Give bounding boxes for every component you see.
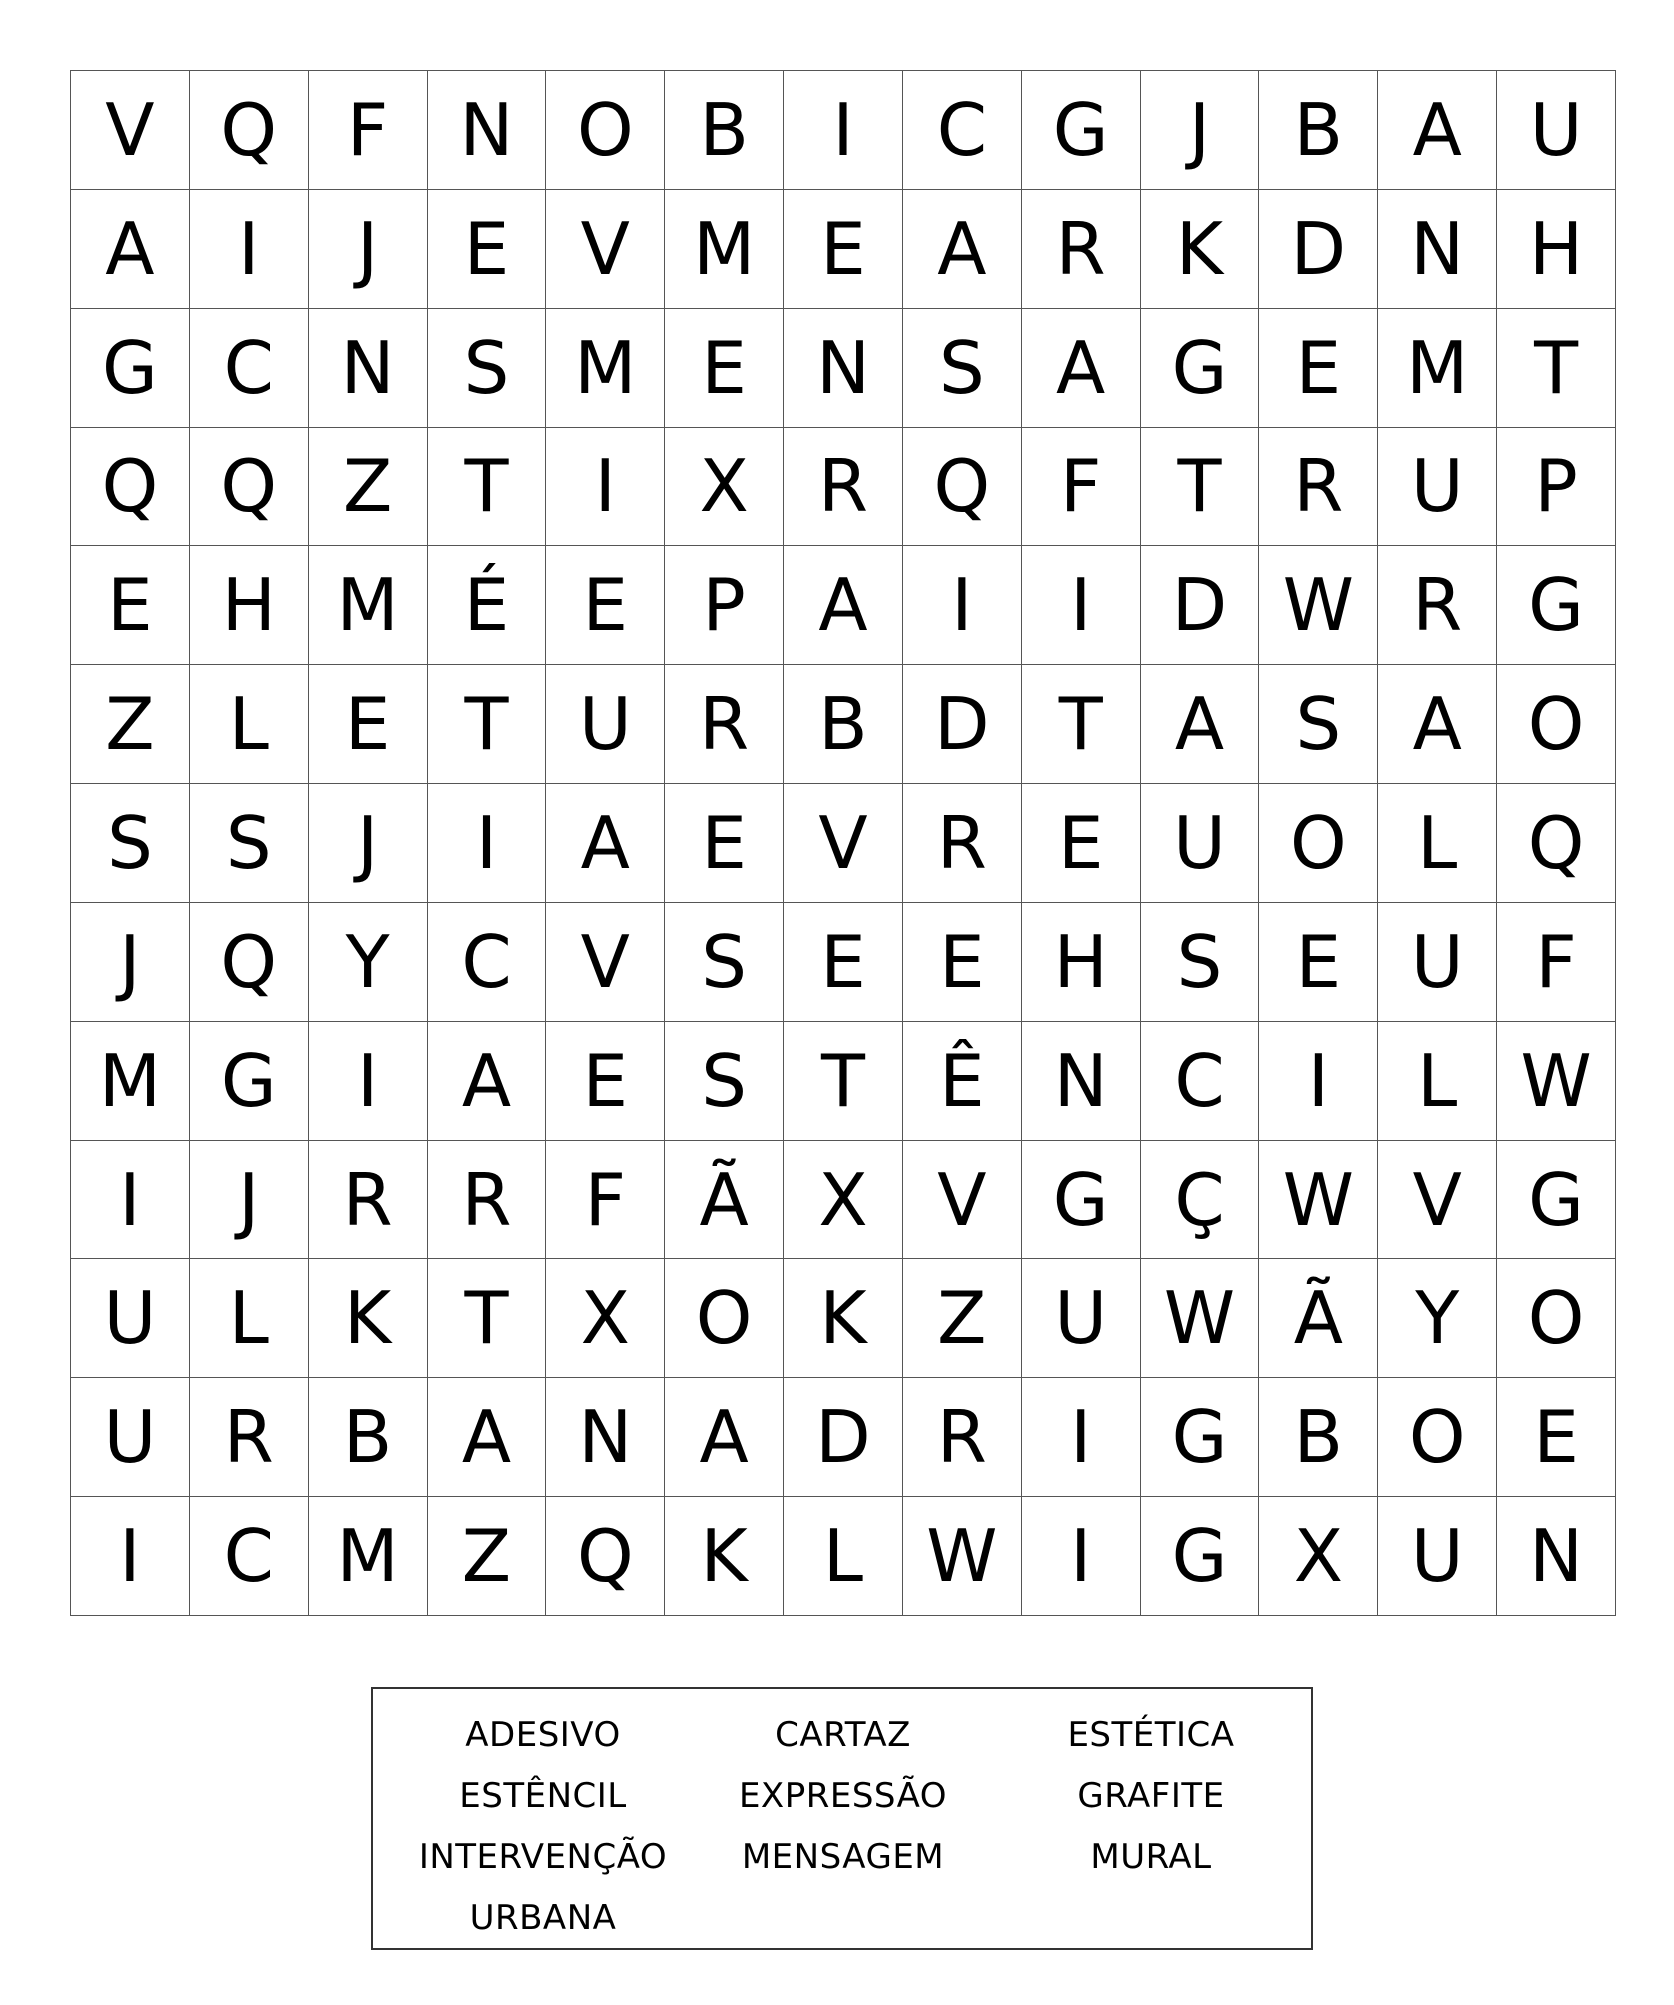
grid-cell[interactable]: Q: [546, 1497, 665, 1616]
grid-cell[interactable]: W: [1259, 1141, 1378, 1260]
word-item: EXPRESSÃO: [738, 1776, 948, 1816]
grid-cell[interactable]: Y: [309, 903, 428, 1022]
grid-cell[interactable]: A: [1378, 71, 1497, 190]
grid-cell[interactable]: E: [71, 546, 190, 665]
grid-cell[interactable]: G: [1141, 309, 1260, 428]
grid-cell[interactable]: G: [71, 309, 190, 428]
grid-cell[interactable]: R: [190, 1378, 309, 1497]
grid-cell[interactable]: E: [1259, 309, 1378, 428]
grid-cell[interactable]: D: [784, 1378, 903, 1497]
grid-cell[interactable]: G: [1497, 546, 1616, 665]
grid-cell[interactable]: F: [1497, 903, 1616, 1022]
grid-cell[interactable]: A: [1022, 309, 1141, 428]
grid-cell[interactable]: C: [1141, 1022, 1260, 1141]
grid-cell[interactable]: N: [428, 71, 547, 190]
grid-cell[interactable]: O: [1497, 665, 1616, 784]
word-list-column-3: [1001, 1705, 1301, 1888]
grid-cell[interactable]: G: [190, 1022, 309, 1141]
grid-cell[interactable]: N: [1022, 1022, 1141, 1141]
grid-cell[interactable]: R: [1378, 546, 1497, 665]
grid-cell[interactable]: Z: [309, 428, 428, 547]
grid-cell[interactable]: V: [903, 1141, 1022, 1260]
grid-cell[interactable]: R: [665, 665, 784, 784]
grid-cell[interactable]: T: [1022, 665, 1141, 784]
word-item: MURAL: [1090, 1837, 1212, 1877]
grid-cell[interactable]: Ê: [903, 1022, 1022, 1141]
grid-cell[interactable]: A: [1141, 665, 1260, 784]
grid-cell[interactable]: S: [1259, 665, 1378, 784]
grid-cell[interactable]: L: [190, 665, 309, 784]
grid-cell[interactable]: R: [428, 1141, 547, 1260]
grid-cell[interactable]: I: [428, 784, 547, 903]
grid-cell[interactable]: U: [1378, 903, 1497, 1022]
grid-cell[interactable]: V: [546, 190, 665, 309]
word-item: ADESIVO: [465, 1715, 621, 1755]
grid-cell[interactable]: Z: [71, 665, 190, 784]
grid-cell[interactable]: E: [1022, 784, 1141, 903]
grid-cell[interactable]: Y: [1378, 1259, 1497, 1378]
grid-cell[interactable]: P: [1497, 428, 1616, 547]
word-item: ESTÊNCIL: [459, 1776, 627, 1816]
word-item: CARTAZ: [775, 1715, 911, 1755]
grid-cell[interactable]: S: [1141, 903, 1260, 1022]
word-search-grid: [70, 70, 1616, 1616]
grid-cell[interactable]: I: [190, 190, 309, 309]
grid-cell[interactable]: Ã: [665, 1141, 784, 1260]
grid-cell[interactable]: L: [784, 1497, 903, 1616]
grid-cell[interactable]: O: [665, 1259, 784, 1378]
grid-cell[interactable]: A: [71, 190, 190, 309]
grid-cell[interactable]: I: [1259, 1022, 1378, 1141]
grid-cell[interactable]: H: [190, 546, 309, 665]
grid-cell[interactable]: B: [1259, 71, 1378, 190]
grid-cell[interactable]: E: [428, 190, 547, 309]
grid-cell[interactable]: E: [784, 190, 903, 309]
grid-cell[interactable]: I: [71, 1497, 190, 1616]
grid-cell[interactable]: K: [665, 1497, 784, 1616]
grid-cell[interactable]: C: [903, 71, 1022, 190]
grid-cell[interactable]: N: [1497, 1497, 1616, 1616]
word-item: GRAFITE: [1077, 1776, 1225, 1816]
grid-cell[interactable]: M: [309, 1497, 428, 1616]
grid-cell[interactable]: T: [428, 665, 547, 784]
grid-cell[interactable]: R: [309, 1141, 428, 1260]
grid-cell[interactable]: J: [190, 1141, 309, 1260]
grid-cell[interactable]: Z: [428, 1497, 547, 1616]
grid-cell[interactable]: I: [903, 546, 1022, 665]
grid-cell[interactable]: R: [903, 1378, 1022, 1497]
grid-cell[interactable]: M: [71, 1022, 190, 1141]
grid-cell[interactable]: Q: [903, 428, 1022, 547]
grid-cell[interactable]: N: [546, 1378, 665, 1497]
grid-cell[interactable]: B: [309, 1378, 428, 1497]
grid-cell[interactable]: H: [1497, 190, 1616, 309]
grid-cell[interactable]: G: [1141, 1378, 1260, 1497]
grid-cell[interactable]: R: [784, 428, 903, 547]
grid-cell[interactable]: N: [784, 309, 903, 428]
grid-cell[interactable]: N: [309, 309, 428, 428]
grid-cell[interactable]: V: [1378, 1141, 1497, 1260]
grid-cell[interactable]: Q: [71, 428, 190, 547]
grid-cell[interactable]: M: [546, 309, 665, 428]
grid-cell[interactable]: I: [546, 428, 665, 547]
word-item: MENSAGEM: [741, 1837, 945, 1877]
grid-cell[interactable]: W: [1141, 1259, 1260, 1378]
grid-cell[interactable]: S: [71, 784, 190, 903]
grid-cell[interactable]: G: [1022, 1141, 1141, 1260]
grid-cell[interactable]: X: [1259, 1497, 1378, 1616]
grid-cell[interactable]: X: [665, 428, 784, 547]
grid-cell[interactable]: H: [1022, 903, 1141, 1022]
grid-cell[interactable]: O: [1378, 1378, 1497, 1497]
grid-cell[interactable]: I: [784, 71, 903, 190]
grid-cell[interactable]: A: [665, 1378, 784, 1497]
grid-cell[interactable]: P: [665, 546, 784, 665]
word-item: ESTÉTICA: [1067, 1715, 1235, 1755]
grid-cell[interactable]: B: [665, 71, 784, 190]
grid-cell[interactable]: I: [1022, 1378, 1141, 1497]
grid-cell[interactable]: V: [784, 784, 903, 903]
grid-cell[interactable]: D: [1259, 190, 1378, 309]
word-list-box: [371, 1687, 1313, 1950]
grid-cell[interactable]: F: [546, 1141, 665, 1260]
grid-cell[interactable]: E: [665, 309, 784, 428]
grid-cell[interactable]: T: [1497, 309, 1616, 428]
grid-cell[interactable]: O: [1259, 784, 1378, 903]
grid-cell[interactable]: B: [784, 665, 903, 784]
grid-cell[interactable]: J: [1141, 71, 1260, 190]
grid-cell[interactable]: U: [1141, 784, 1260, 903]
grid-cell[interactable]: T: [428, 1259, 547, 1378]
grid-cell[interactable]: A: [784, 546, 903, 665]
grid-cell[interactable]: O: [546, 71, 665, 190]
grid-cell[interactable]: I: [309, 1022, 428, 1141]
grid-cell[interactable]: S: [190, 784, 309, 903]
grid-cell[interactable]: J: [71, 903, 190, 1022]
grid-cell[interactable]: I: [1022, 546, 1141, 665]
grid-cell[interactable]: K: [784, 1259, 903, 1378]
grid-cell[interactable]: X: [784, 1141, 903, 1260]
grid-cell[interactable]: Z: [903, 1259, 1022, 1378]
grid-cell[interactable]: V: [71, 71, 190, 190]
grid-cell[interactable]: E: [309, 665, 428, 784]
grid-cell[interactable]: E: [903, 903, 1022, 1022]
grid-cell[interactable]: R: [1259, 428, 1378, 547]
grid-cell[interactable]: A: [546, 784, 665, 903]
grid-cell[interactable]: J: [309, 190, 428, 309]
grid-cell[interactable]: U: [546, 665, 665, 784]
grid-cell[interactable]: E: [1259, 903, 1378, 1022]
grid-cell[interactable]: R: [1022, 190, 1141, 309]
grid-cell[interactable]: U: [1378, 1497, 1497, 1616]
grid-cell[interactable]: A: [428, 1378, 547, 1497]
grid-cell[interactable]: E: [546, 546, 665, 665]
grid-cell[interactable]: G: [1497, 1141, 1616, 1260]
word-item: URBANA: [469, 1898, 617, 1938]
word-item: INTERVENÇÃO: [418, 1837, 668, 1877]
grid-cell[interactable]: T: [784, 1022, 903, 1141]
grid-cell[interactable]: W: [1497, 1022, 1616, 1141]
grid-cell[interactable]: F: [1022, 428, 1141, 547]
grid-cell[interactable]: T: [1141, 428, 1260, 547]
grid-cell[interactable]: F: [309, 71, 428, 190]
word-list-column-2: [693, 1705, 993, 1888]
grid-cell[interactable]: E: [665, 784, 784, 903]
grid-cell[interactable]: S: [903, 309, 1022, 428]
grid-cell[interactable]: C: [190, 1497, 309, 1616]
grid-cell[interactable]: A: [428, 1022, 547, 1141]
grid-cell[interactable]: U: [1378, 428, 1497, 547]
grid-cell[interactable]: S: [665, 903, 784, 1022]
grid-cell[interactable]: É: [428, 546, 547, 665]
grid-cell[interactable]: E: [546, 1022, 665, 1141]
grid-cell[interactable]: D: [1141, 546, 1260, 665]
grid-cell[interactable]: U: [71, 1259, 190, 1378]
grid-cell[interactable]: S: [665, 1022, 784, 1141]
grid-cell[interactable]: L: [1378, 1022, 1497, 1141]
grid-cell[interactable]: A: [1378, 665, 1497, 784]
grid-cell[interactable]: J: [309, 784, 428, 903]
grid-cell[interactable]: Q: [190, 428, 309, 547]
grid-cell[interactable]: K: [309, 1259, 428, 1378]
grid-cell[interactable]: B: [1259, 1378, 1378, 1497]
grid-cell[interactable]: W: [1259, 546, 1378, 665]
grid-cell[interactable]: K: [1141, 190, 1260, 309]
grid-cell[interactable]: L: [1378, 784, 1497, 903]
grid-cell[interactable]: Q: [190, 903, 309, 1022]
grid-cell[interactable]: D: [903, 665, 1022, 784]
grid-cell[interactable]: U: [1022, 1259, 1141, 1378]
grid-cell[interactable]: C: [190, 309, 309, 428]
grid-cell[interactable]: A: [903, 190, 1022, 309]
grid-cell[interactable]: U: [71, 1378, 190, 1497]
grid-cell[interactable]: I: [71, 1141, 190, 1260]
grid-cell[interactable]: M: [665, 190, 784, 309]
grid-cell[interactable]: M: [1378, 309, 1497, 428]
grid-cell[interactable]: C: [428, 903, 547, 1022]
word-list-column-1: [393, 1705, 693, 1949]
grid-cell[interactable]: G: [1022, 71, 1141, 190]
grid-cell[interactable]: Ã: [1259, 1259, 1378, 1378]
grid-cell[interactable]: M: [309, 546, 428, 665]
grid-cell[interactable]: T: [428, 428, 547, 547]
grid-cell[interactable]: Q: [1497, 784, 1616, 903]
grid-cell[interactable]: W: [903, 1497, 1022, 1616]
grid-cell[interactable]: G: [1141, 1497, 1260, 1616]
grid-cell[interactable]: S: [428, 309, 547, 428]
grid-cell[interactable]: E: [1497, 1378, 1616, 1497]
grid-cell[interactable]: U: [1497, 71, 1616, 190]
grid-cell[interactable]: O: [1497, 1259, 1616, 1378]
grid-cell[interactable]: L: [190, 1259, 309, 1378]
grid-cell[interactable]: Ç: [1141, 1141, 1260, 1260]
grid-cell[interactable]: N: [1378, 190, 1497, 309]
grid-cell[interactable]: R: [903, 784, 1022, 903]
grid-cell[interactable]: Q: [190, 71, 309, 190]
grid-cell[interactable]: V: [546, 903, 665, 1022]
grid-cell[interactable]: E: [784, 903, 903, 1022]
grid-cell[interactable]: I: [1022, 1497, 1141, 1616]
grid-cell[interactable]: X: [546, 1259, 665, 1378]
